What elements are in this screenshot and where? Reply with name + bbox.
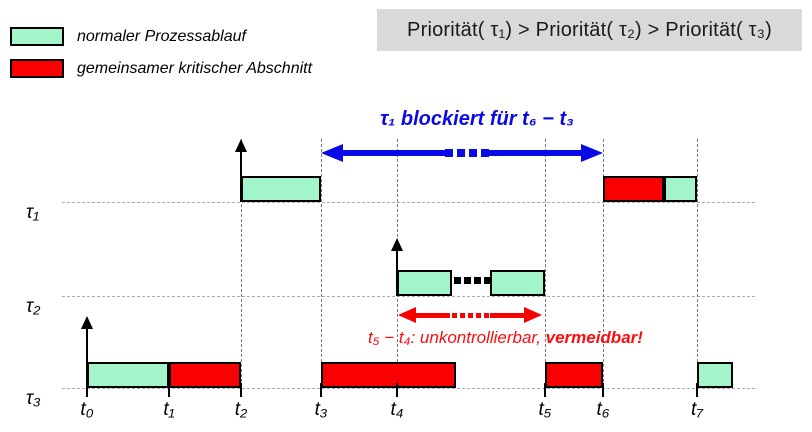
ellipsis-dot (452, 313, 457, 318)
time-tick-label: t₅ (538, 399, 552, 420)
process-execution-bar (241, 176, 321, 202)
ellipsis-dot (476, 313, 481, 318)
ellipsis-dot (460, 313, 465, 318)
task-row-baseline (62, 296, 755, 297)
critical-section-bar (321, 362, 456, 388)
ellipsis-dot (469, 149, 477, 157)
priority-relation-text: Priorität( τ₁) > Priorität( τ₂) > Priorität( τ₃) (407, 18, 772, 41)
ellipsis-dot (484, 277, 491, 284)
ellipsis-dot (454, 277, 461, 284)
arrow-right-head-icon (581, 144, 603, 162)
critical-section-bar (169, 362, 241, 388)
time-tick-label: t₃ (314, 399, 328, 420)
red-note-regular: t₅ − t₄: unkontrollierbar, (368, 328, 546, 347)
time-tick-label: t₀ (80, 399, 94, 420)
process-execution-bar (397, 270, 452, 296)
time-gridline (545, 139, 546, 397)
ellipsis-dot (464, 277, 471, 284)
blocking-interval-arrow (321, 144, 603, 162)
task-row-baseline (62, 388, 755, 389)
arrow-shaft (490, 313, 528, 318)
time-tick (396, 383, 398, 397)
elided-time-dots (454, 277, 491, 284)
legend-label-critical-section: gemeinsamer kritischer Abschnitt (77, 60, 313, 77)
release-arrow-stem (240, 149, 242, 202)
ellipsis-dot (468, 313, 473, 318)
legend-label-normal-process: normaler Prozessablauf (77, 28, 246, 45)
time-tick-label: t₆ (596, 399, 610, 420)
process-execution-bar (490, 270, 545, 296)
blocking-annotation-text: τ₁ blockiert für t₆ − t₃ (380, 108, 574, 130)
ellipsis-dot (474, 277, 481, 284)
time-gridline (697, 139, 698, 397)
time-tick (602, 383, 604, 397)
arrow-shaft (339, 150, 445, 156)
time-tick-label: t₁ (163, 399, 175, 420)
uncontrollable-interval-arrow (398, 307, 542, 323)
process-execution-bar (664, 176, 697, 202)
time-tick (544, 383, 546, 397)
arrow-right-head-icon (524, 307, 542, 323)
time-tick (320, 383, 322, 397)
ellipsis-dot (445, 149, 453, 157)
task-row-label: τ₃ (26, 388, 41, 409)
time-tick-label: t₇ (691, 399, 703, 420)
process-execution-bar (697, 362, 733, 388)
ellipsis-dot (481, 149, 489, 157)
time-tick-label: t₄ (390, 399, 404, 420)
uncontrollable-annotation-text (368, 328, 643, 348)
time-tick (696, 383, 698, 397)
critical-section-bar (603, 176, 664, 202)
arrow-shaft (412, 313, 450, 318)
critical-section-bar (545, 362, 603, 388)
time-tick (168, 383, 170, 397)
task-row-label: τ₁ (26, 202, 40, 223)
ellipsis-dot (457, 149, 465, 157)
release-arrow-stem (396, 248, 398, 296)
arrow-shaft (489, 150, 585, 156)
time-tick (240, 383, 242, 397)
time-gridline (321, 139, 322, 397)
process-execution-bar (87, 362, 169, 388)
time-tick-label: t₂ (234, 399, 248, 420)
ellipsis-dot (484, 313, 489, 318)
release-arrow-stem (86, 326, 88, 388)
task-row-label: τ₂ (26, 296, 41, 317)
red-note-bold: vermeidbar! (545, 328, 643, 347)
task-row-baseline (62, 202, 755, 203)
